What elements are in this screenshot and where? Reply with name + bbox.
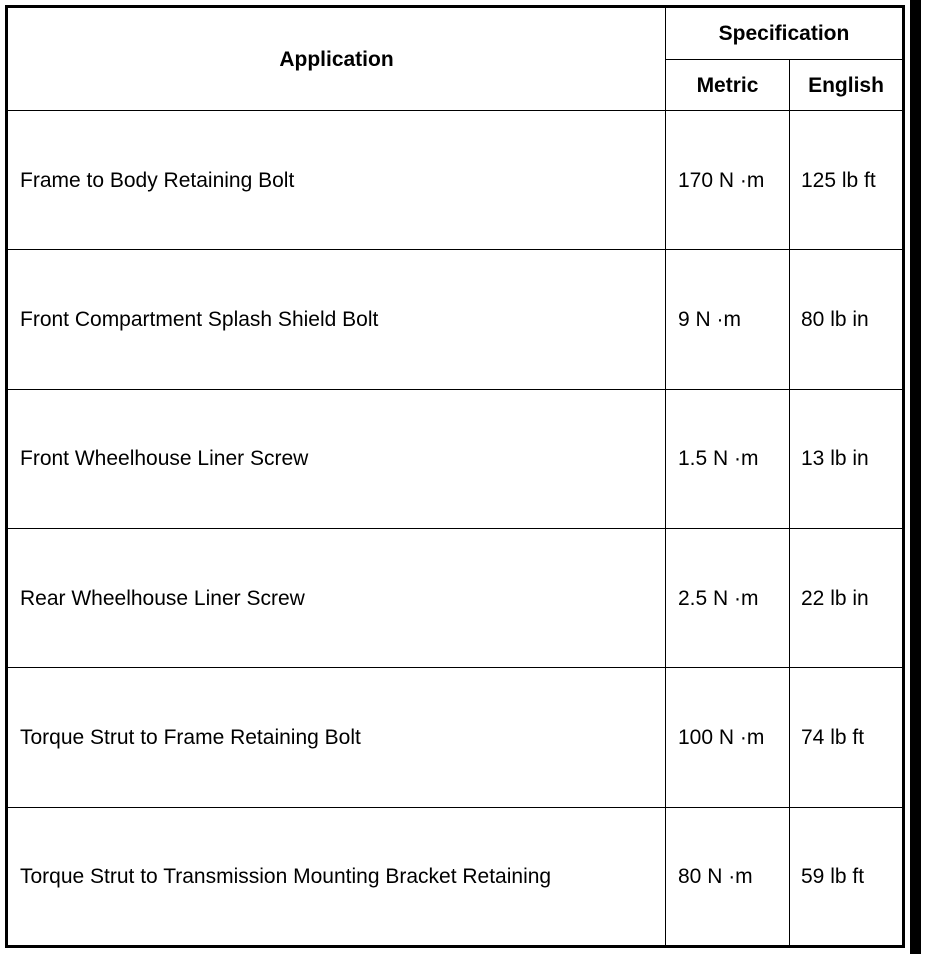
english-cell: 125 lb ft: [790, 111, 904, 250]
application-cell: Torque Strut to Transmission Mounting Bracket Retaining: [7, 807, 666, 946]
metric-cell: 170 N ·m: [666, 111, 790, 250]
metric-header: Metric: [666, 60, 790, 111]
english-cell: 80 lb in: [790, 250, 904, 389]
english-cell: 74 lb ft: [790, 668, 904, 807]
metric-cell: 2.5 N ·m: [666, 528, 790, 667]
metric-cell: 9 N ·m: [666, 250, 790, 389]
table-row: [7, 807, 904, 946]
torque-spec-table: [5, 5, 905, 948]
english-cell: 22 lb in: [790, 528, 904, 667]
table-row: [7, 528, 904, 667]
application-cell: Front Compartment Splash Shield Bolt: [7, 250, 666, 389]
metric-cell: 80 N ·m: [666, 807, 790, 946]
english-cell: 13 lb in: [790, 389, 904, 528]
table-row: [7, 111, 904, 250]
table-row: [7, 668, 904, 807]
english-cell: 59 lb ft: [790, 807, 904, 946]
page-edge-bar: [910, 0, 921, 954]
application-cell: Rear Wheelhouse Liner Screw: [7, 528, 666, 667]
application-cell: Frame to Body Retaining Bolt: [7, 111, 666, 250]
table-row: [7, 250, 904, 389]
application-header: Application: [7, 7, 666, 111]
metric-cell: 100 N ·m: [666, 668, 790, 807]
specification-header: Specification: [666, 7, 904, 60]
header-row-top: [7, 7, 904, 60]
table-row: [7, 389, 904, 528]
application-cell: Torque Strut to Frame Retaining Bolt: [7, 668, 666, 807]
application-cell: Front Wheelhouse Liner Screw: [7, 389, 666, 528]
metric-cell: 1.5 N ·m: [666, 389, 790, 528]
english-header: English: [790, 60, 904, 111]
